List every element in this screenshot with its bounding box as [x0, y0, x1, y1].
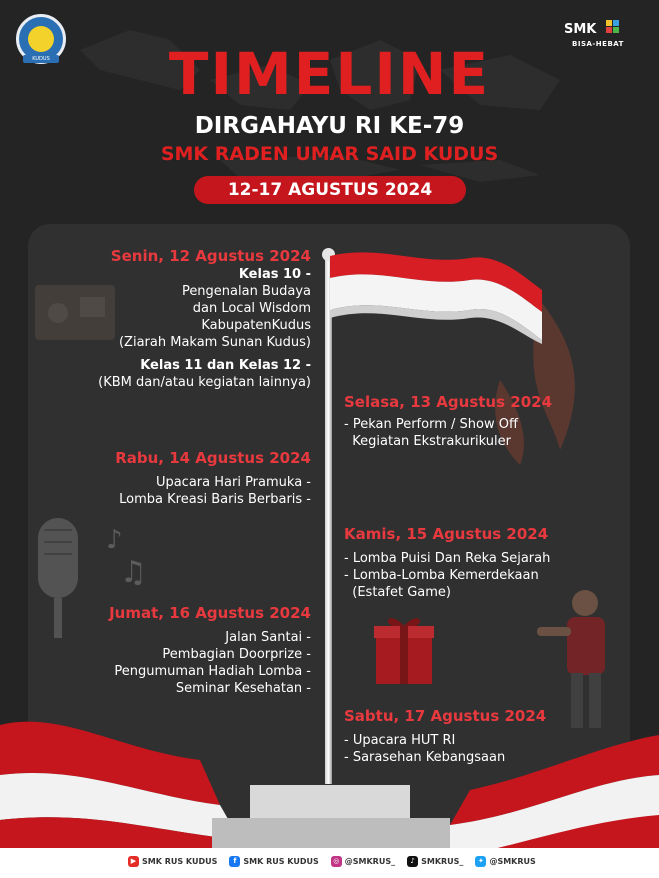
instagram-icon: ◎ — [331, 856, 342, 867]
event-saturday: Sabtu, 17 Agustus 2024 - Upacara HUT RI - Sarasehan Kebangsaan — [344, 707, 547, 765]
social-footer — [0, 848, 659, 878]
indonesia-flag — [330, 248, 545, 368]
page-title: TIMELINE — [168, 40, 491, 108]
svg-text:♫: ♫ — [120, 555, 147, 590]
facebook-link[interactable]: f SMK RUS KUDUS — [229, 856, 318, 867]
gift-box-illustration — [372, 612, 436, 688]
twitter-icon: ✦ — [475, 856, 486, 867]
event-tuesday: Selasa, 13 Agustus 2024 - Pekan Perform / Show Off Kegiatan Ekstrakurikuler — [344, 393, 553, 449]
date-range-badge: 12-17 AGUSTUS 2024 — [194, 176, 466, 204]
page-subtitle: DIRGAHAYU RI KE-79 — [194, 113, 465, 139]
school-name: SMK RADEN UMAR SAID KUDUS — [160, 143, 499, 165]
person-illustration — [535, 585, 625, 735]
facebook-icon: f — [229, 856, 240, 867]
tiktok-icon: ♪ — [407, 856, 418, 867]
youtube-icon: ▶ — [128, 856, 139, 867]
event-thursday: Kamis, 15 Agustus 2024 - Lomba Puisi Dan Reka Sejarah - Lomba-Lomba Kemerdekaan (Estafet Game) — [344, 525, 551, 600]
podium-base — [212, 818, 450, 848]
event-monday: Senin, 12 Agustus 2024 Kelas 10 - Pengenalan Budaya dan Local Wisdom KabupatenKudus (Ziarah Makam Sunan Kudus) Kelas 11 dan Kelas 12 - (KBM dan/atau kegiatan lainnya) — [98, 247, 311, 390]
svg-text:♪: ♪ — [106, 525, 123, 555]
event-friday: Jumat, 16 Agustus 2024 Jalan Santai - Pembagian Doorprize - Pengumuman Hadiah Lomba - Seminar Kesehatan - — [109, 604, 311, 696]
youtube-link[interactable]: ▶ SMK RUS KUDUS — [128, 856, 217, 867]
tiktok-link[interactable]: ♪ SMKRUS_ — [407, 856, 463, 867]
school-logo: KUDUS — [16, 14, 66, 64]
bunting-left — [0, 710, 240, 850]
podium-top — [250, 785, 410, 820]
twitter-link[interactable]: ✦ @SMKRUS — [475, 856, 535, 867]
instagram-link[interactable]: ◎ @SMKRUS_ — [331, 856, 395, 867]
smk-bisa-hebat-logo: SMK BISA-HEBAT — [564, 22, 624, 48]
event-wednesday: Rabu, 14 Agustus 2024 Upacara Hari Pramuka - Lomba Kreasi Baris Berbaris - — [115, 449, 311, 507]
